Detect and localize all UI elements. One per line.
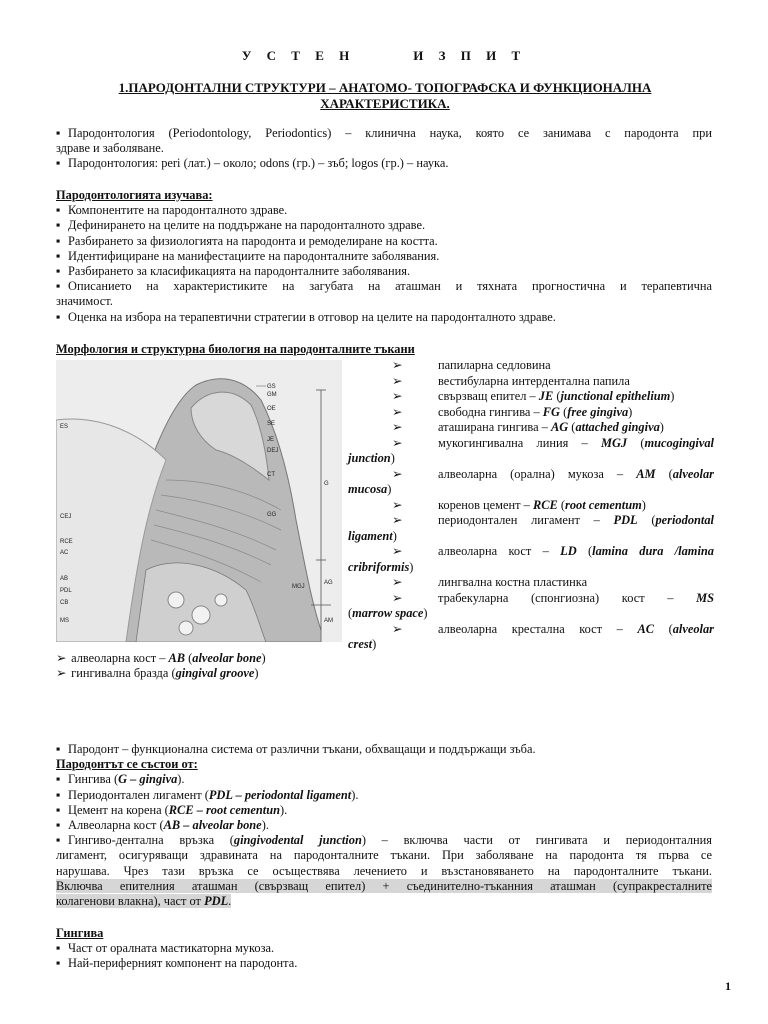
- bone-list: [56, 651, 712, 681]
- list-item-cont: нарушава. Чрез тази връзка се осъществява лечението и възстановяването на пародонталните тъкани.: [56, 863, 712, 878]
- list-item: ▪ Дефинирането на целите на поддържане на пародонталното здраве.: [56, 218, 426, 233]
- fig-label-rce: RCE: [60, 539, 73, 545]
- list-item-cont: crest): [348, 637, 377, 651]
- periodontium-heading: Пародонтът се състои от:: [56, 757, 198, 772]
- fig-label-mgj: MGJ: [292, 584, 305, 590]
- list-item: ➢ мукогингивална линия – MGJ (mucogingival: [392, 435, 714, 450]
- fig-label-gg: GG: [267, 512, 277, 518]
- periodontium-figure: [56, 360, 342, 642]
- fig-label-ac: AC: [60, 550, 69, 556]
- list-item: ➢ алвеоларна (орална) мукоза – AM (alveolar: [392, 466, 714, 481]
- list-item: ➢ алвеоларна кресталнa кост – AC (alveolar: [392, 621, 714, 636]
- exam-title: [0, 48, 768, 64]
- studies-heading: Пародонтологията изучава:: [56, 188, 213, 202]
- list-item: ▪ Алвеоларна кост (AB – alveolar bone).: [56, 818, 269, 833]
- list-item: ▪ Описанието на характеристиките на загубата на аташман и тяхната прогностична и терапевтична: [56, 279, 712, 294]
- list-item: ➢ аташирана гингива – AG (attached gingiva): [392, 420, 664, 434]
- fig-label-cej: CEJ: [60, 514, 72, 520]
- fig-label-gm: GM: [267, 392, 277, 398]
- list-item: ▪ Компонентите на пародонталното здраве.: [56, 203, 288, 218]
- list-item: ➢ алвеоларна кост – AB (alveolar bone): [56, 651, 266, 665]
- list-item: ▪ Пародонт – функционална система от различни тъкани, обхващащи и поддържащи зъба.: [56, 742, 536, 756]
- fig-label-am: AM: [324, 618, 333, 624]
- intro-item-1-cont: здраве и заболяване.: [56, 141, 164, 156]
- exam-title-left: У С Т Е Н: [241, 48, 356, 63]
- list-item: ➢ гингивална бразда (gingival groove): [56, 666, 259, 681]
- list-item: ▪ Цемент на корена (RCE – root cementun).: [56, 802, 288, 817]
- list-item: ▪ Оценка на избора на терапевтични стратегии в отговор на целите на пародонталното здраве.: [56, 309, 556, 324]
- periodontium-drawing: [56, 360, 342, 642]
- list-item: ➢ свободна гингива – FG (free gingiva): [392, 404, 633, 419]
- list-item: ➢ трабекуларна (спонгиозна) кост – MS: [392, 590, 714, 605]
- list-item-cont: mucosa): [348, 482, 392, 496]
- fig-label-ab: AB: [60, 576, 69, 582]
- structures-list: [348, 358, 714, 653]
- section-title-line2: ХАРАКТЕРИСТИКА.: [320, 96, 450, 111]
- gingiva-heading: Гингива: [56, 926, 104, 940]
- intro-block: [56, 126, 712, 172]
- list-item: ▪ Периодонтален лигамент (PDL – periodontal ligament).: [56, 787, 359, 802]
- fig-label-ms: MS: [60, 618, 69, 624]
- list-item: ▪ Гингиво-дентална връзка (gingivodental junction) – включва части от гингивата и периодонталния: [56, 833, 712, 848]
- fig-label-dej: DEJ: [267, 448, 279, 454]
- fig-label-g: G: [324, 481, 329, 487]
- fig-label-pdl: PDL: [60, 588, 72, 594]
- list-item: ➢ периодонтален лигамент – PDL (periodontal: [392, 513, 714, 527]
- fig-label-se: SE: [267, 421, 276, 427]
- fig-label-ag: AG: [324, 580, 333, 586]
- fig-label-cb: CB: [60, 600, 69, 606]
- periodontium-block: [56, 742, 712, 909]
- fig-label-ct: CT: [267, 472, 275, 478]
- list-item: ➢ вестибуларна интердентална папила: [392, 373, 630, 388]
- list-item: ▪ Гингива (G – gingiva).: [56, 772, 185, 787]
- gingiva-block: [56, 926, 712, 972]
- list-item: ➢ коренов цемент – RCE (root cementum): [392, 497, 646, 512]
- intro-item-2: ▪ Пародонтология: peri (лат.) – около; odons (гр.) – зъб; logos (гр.) – наука.: [56, 156, 449, 171]
- list-item-cont: ligament): [348, 528, 397, 543]
- fig-label-oe: OE: [267, 406, 276, 412]
- list-item: ➢ папиларна седловина: [392, 358, 551, 372]
- list-item: ➢ свързващ епител – JE (junctional epithelium): [392, 389, 675, 403]
- list-item-cont: junction): [348, 451, 395, 465]
- list-item: ▪ Разбирането за физиологията на пародонта и ремоделиране на костта.: [56, 233, 438, 248]
- section-title-line1: 1.ПАРОДОНТАЛНИ СТРУКТУРИ – АНАТОМО- ТОПОГРАФСКА И ФУНКЦИОНАЛНА: [118, 80, 652, 95]
- highlighted-text: колагенови влакна), част от PDL.: [56, 894, 232, 909]
- list-item: ▪ Разбирането за класификацията на пародонталните заболявания.: [56, 264, 411, 279]
- morphology-heading: Морфология и структурна биология на пародонталните тъкани: [56, 342, 415, 356]
- intro-item-1: ▪ Пародонтология (Periodontology, Periodontics) – клинична наука, която се занимава с пародонта при: [56, 126, 712, 140]
- list-item: ▪ Най-периферният компонент на пародонта.: [56, 956, 298, 971]
- fig-label-es: ES: [60, 424, 69, 430]
- list-item-cont: (marrow space): [348, 606, 428, 620]
- page-number: 1: [725, 979, 731, 993]
- fig-label-je: JE: [267, 437, 275, 443]
- list-item-cont: значимост.: [56, 294, 113, 309]
- studies-block: [56, 188, 712, 325]
- fig-label-gs: GS: [267, 384, 276, 390]
- exam-title-right: И З П И Т: [413, 48, 527, 63]
- list-item: ▪ Част от оралната мастикаторна мукоза.: [56, 941, 275, 956]
- list-item: ▪ Идентифициране на манифестациите на пародонталните заболявания.: [56, 248, 440, 263]
- list-item-cont: лигамент, осигуряващи здравината на пародонталните тъкани. При заболяване на пародонта тя първа се: [56, 848, 712, 863]
- highlighted-text: Включва епителния аташман (свързващ епител) + съединително-тъканния аташман (супракресталните: [56, 878, 712, 893]
- list-item: ➢ лингвална костна пластинка: [392, 575, 588, 589]
- list-item: ➢ алвеоларна кост – LD (lamina dura /lamina: [392, 544, 714, 558]
- section-title: [90, 80, 680, 112]
- list-item-cont: cribriformis): [348, 559, 414, 574]
